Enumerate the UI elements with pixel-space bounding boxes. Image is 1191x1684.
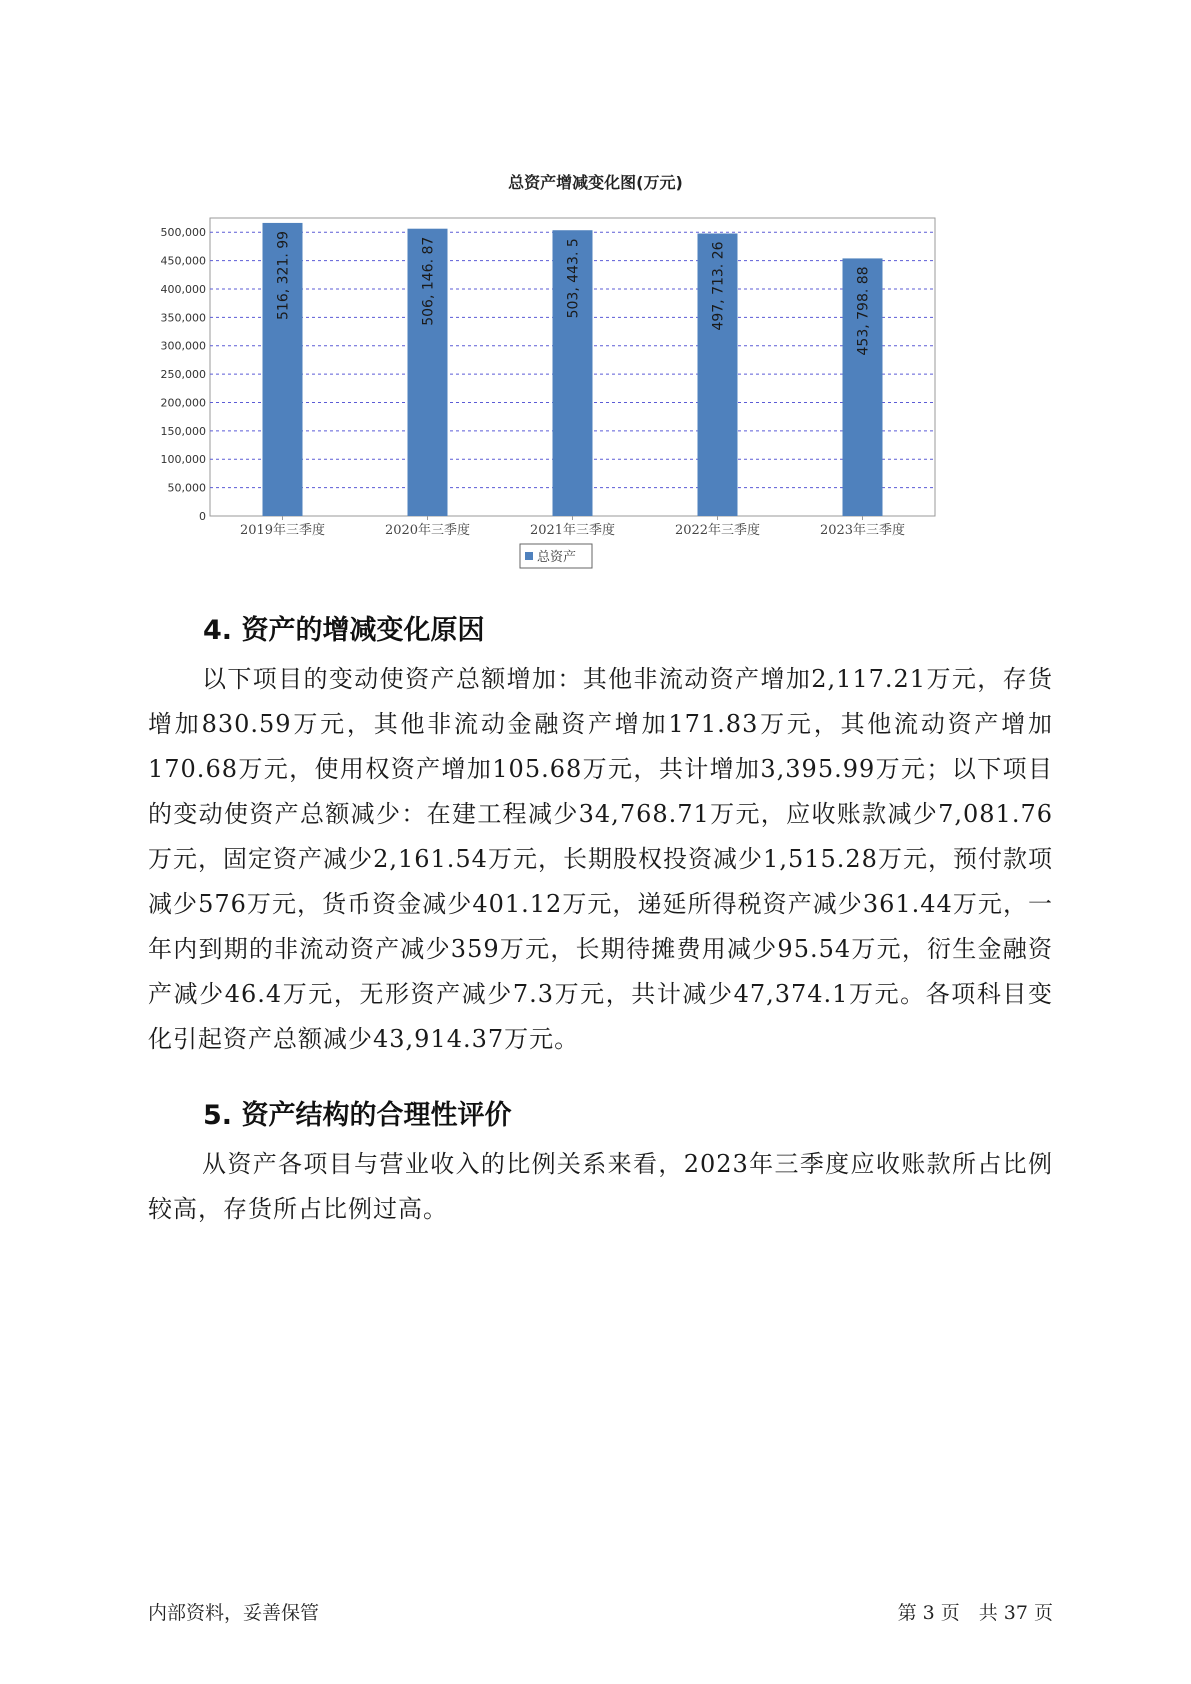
data-label: 453, 798. 88 [855, 266, 872, 356]
y-tick-label: 450,000 [160, 254, 206, 268]
data-label: 497, 713. 26 [710, 241, 727, 331]
y-tick-label: 200,000 [160, 396, 206, 410]
data-label: 516, 321. 99 [275, 230, 292, 320]
paragraph-asset-structure-evaluation: 从资产各项目与营业收入的比例关系来看，2023年三季度应收账款所占比例较高，存货所占比例过高。 [148, 1150, 1053, 1223]
y-tick-label: 100,000 [160, 453, 206, 467]
x-tick-label: 2021年三季度 [529, 523, 616, 538]
y-tick-label: 150,000 [160, 424, 206, 438]
y-tick-label: 50,000 [167, 481, 206, 495]
data-label: 503, 443. 5 [565, 238, 582, 319]
footer-confidential-note: 内部资料，妥善保管 [148, 1602, 320, 1624]
legend-label: 总资产 [537, 550, 577, 565]
section-heading-5: 5. 资产结构的合理性评价 [203, 1100, 512, 1131]
chart-title: 总资产增减变化图(万元) [508, 173, 683, 192]
footer-page-number: 第 3 页 共 37 页 [897, 1602, 1053, 1624]
x-tick-label: 2020年三季度 [384, 523, 471, 538]
y-tick-label: 500,000 [160, 226, 206, 240]
y-tick-label: 300,000 [160, 339, 206, 353]
paragraph-asset-change-reasons: 以下项目的变动使资产总额增加：其他非流动资产增加2,117.21万元，存货增加830.59万元，其他非流动金融资产增加171.83万元，其他流动资产增加170.68万元，使用权资产增加105.68万元，共计增加3,395.99万元；以下项目的变动使资产总额减少：在建工程减少34,768.71万元，应收账款减少7,081.76万元，固定资产减少2,161.54万元，长期股权投资减少1,515.28万元，预付款项减少576万元，货币资金减少401.12万元，递延所得税资产减少361.44万元，一年内到期的非流动资产减少359万元，长期待摊费用减少95.54万元，衍生金融资产减少46.4万元，无形资产减少7.3万元，共计减少47,374.1万元。各项科目变化引起资产总额减少43,914.37万元。 [148, 665, 1053, 1053]
total-assets-bar-chart [150, 200, 950, 580]
x-tick-label: 2023年三季度 [819, 523, 906, 538]
legend-swatch [525, 552, 533, 560]
y-tick-label: 0 [199, 510, 206, 523]
y-tick-label: 250,000 [160, 368, 206, 382]
x-tick-label: 2019年三季度 [239, 523, 326, 538]
data-label: 506, 146. 87 [420, 236, 437, 326]
section-heading-4: 4. 资产的增减变化原因 [203, 615, 485, 646]
y-tick-label: 400,000 [160, 282, 206, 296]
y-tick-label: 350,000 [160, 311, 206, 325]
x-tick-label: 2022年三季度 [674, 523, 761, 538]
